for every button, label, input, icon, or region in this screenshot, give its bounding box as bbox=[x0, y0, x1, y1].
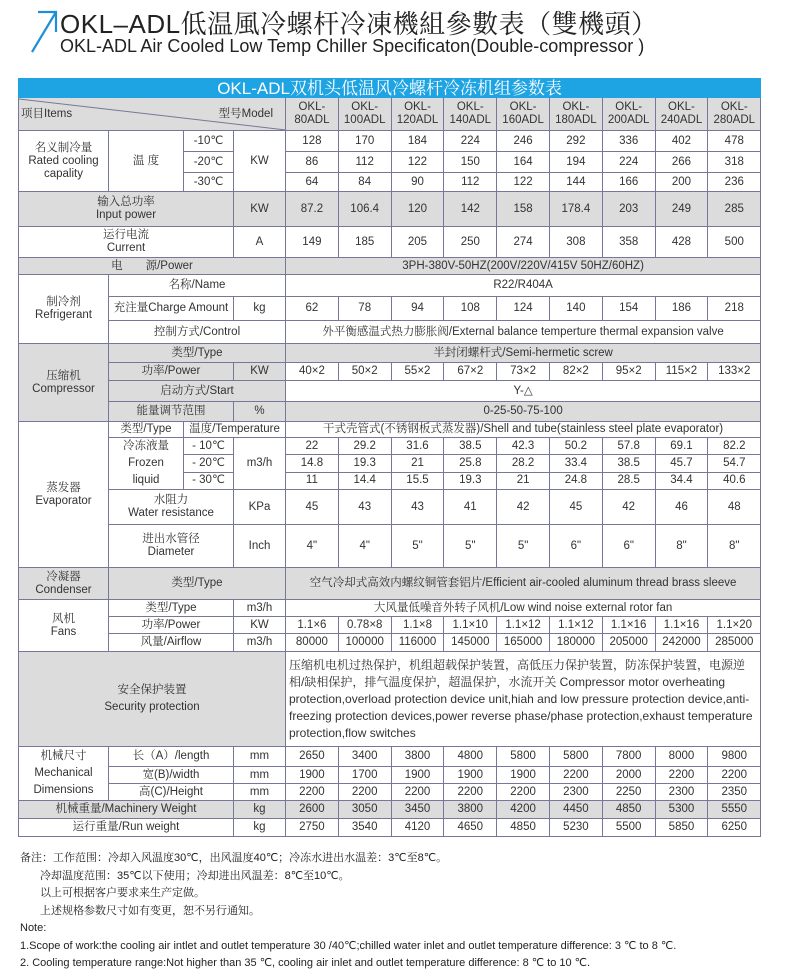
value-cell: 21 bbox=[391, 455, 444, 472]
model-label: 型号Model bbox=[218, 108, 273, 120]
value-cell: 7800 bbox=[602, 747, 655, 767]
security-label: 安全保护装置 Security protection bbox=[19, 652, 286, 747]
value-cell: 336 bbox=[602, 131, 655, 152]
value-cell: 133×2 bbox=[708, 363, 761, 381]
value-cell: 19.3 bbox=[444, 472, 497, 489]
note-cn-1: 备注：工作范围：冷却入风温度30℃，出风温度40℃；冷冻水进出水温差：3℃至8℃。 bbox=[20, 852, 448, 864]
compressor-power-unit: KW bbox=[234, 363, 286, 381]
compressor-type-label: 类型/Type bbox=[109, 344, 286, 363]
weight-unit: kg bbox=[234, 801, 286, 819]
energy-value: 0-25-50-75-100 bbox=[286, 402, 761, 422]
fan-type-value: 大风量低噪音外转子风机/Low wind noise external rotor fan bbox=[286, 600, 761, 617]
header-row bbox=[19, 98, 761, 131]
value-cell: 6250 bbox=[708, 819, 761, 837]
value-cell: 43 bbox=[338, 490, 391, 525]
temp-10: -10℃ bbox=[184, 131, 234, 152]
value-cell: 31.6 bbox=[391, 438, 444, 455]
value-cell: 15.5 bbox=[391, 472, 444, 489]
value-cell: 122 bbox=[391, 152, 444, 173]
compressor-label: 压缩机 Compressor bbox=[19, 344, 109, 422]
value-cell: 55×2 bbox=[391, 363, 444, 381]
value-cell: 4" bbox=[286, 525, 339, 568]
run-weight-unit: kg bbox=[234, 819, 286, 837]
charge-label: 充注量Charge Amount bbox=[109, 297, 234, 321]
value-cell: 11 bbox=[286, 472, 339, 489]
fan-power-label: 功率/Power bbox=[109, 617, 234, 634]
value-cell: 69.1 bbox=[655, 438, 708, 455]
model-header: OKL- 160ADL bbox=[497, 98, 550, 131]
value-cell: 50.2 bbox=[549, 438, 602, 455]
value-cell: 5" bbox=[444, 525, 497, 568]
value-cell: 87.2 bbox=[286, 192, 339, 227]
value-cell: 5550 bbox=[708, 801, 761, 819]
value-cell: 3540 bbox=[338, 819, 391, 837]
model-header: OKL- 180ADL bbox=[549, 98, 602, 131]
header-corner bbox=[19, 98, 286, 131]
value-cell: 86 bbox=[286, 152, 339, 173]
value-cell: 358 bbox=[602, 227, 655, 258]
value-cell: 144 bbox=[549, 173, 602, 192]
value-cell: 28.2 bbox=[497, 455, 550, 472]
value-cell: 57.8 bbox=[602, 438, 655, 455]
value-cell: 33.4 bbox=[549, 455, 602, 472]
value-cell: 200 bbox=[655, 173, 708, 192]
note-en-2: 2. Cooling temperature range:Not higher than 35 ℃, cooling air inlet and outlet temperature difference: 8 ℃ to 10 ℃. bbox=[20, 957, 591, 969]
control-value: 外平衡感温式热力膨胀阀/External balance temperture thermal expansion valve bbox=[286, 321, 761, 344]
length-unit: mm bbox=[234, 747, 286, 767]
refrigerant-label: 制冷剂 Refrigerant bbox=[19, 275, 109, 344]
value-cell: 1700 bbox=[338, 767, 391, 784]
length-label: 长（A）/length bbox=[109, 747, 234, 767]
weight-label: 机械重量/Machinery Weight bbox=[19, 801, 234, 819]
value-cell: 3050 bbox=[338, 801, 391, 819]
value-cell: 64 bbox=[286, 173, 339, 192]
value-cell: 21 bbox=[497, 472, 550, 489]
model-header: OKL- 140ADL bbox=[444, 98, 497, 131]
model-header: OKL- 200ADL bbox=[602, 98, 655, 131]
value-cell: 164 bbox=[497, 152, 550, 173]
value-cell: 2300 bbox=[549, 784, 602, 801]
value-cell: 5800 bbox=[549, 747, 602, 767]
value-cell: 5300 bbox=[655, 801, 708, 819]
value-cell: 28.5 bbox=[602, 472, 655, 489]
model-header: OKL- 240ADL bbox=[655, 98, 708, 131]
value-cell: 45 bbox=[286, 490, 339, 525]
start-label: 启动方式/Start bbox=[109, 381, 286, 402]
refrigerant-name-value: R22/R404A bbox=[286, 275, 761, 297]
security-value: 压缩机电机过热保护，机组超载保护装置，高低压力保护装置，防冻保护装置，电源逆相/缺相保护，排气温度保护，超温保护，水流开关 Compressor motor overheating protection,overload protection device unit,hiah and low pressure protection device,anti-freezing protection devices,power reverse phase/phase protection,exhaust temperature protection,flow switches bbox=[286, 652, 761, 747]
value-cell: 5" bbox=[497, 525, 550, 568]
value-cell: 112 bbox=[444, 173, 497, 192]
value-cell: 42.3 bbox=[497, 438, 550, 455]
value-cell: 224 bbox=[444, 131, 497, 152]
value-cell: 236 bbox=[708, 173, 761, 192]
value-cell: 428 bbox=[655, 227, 708, 258]
value-cell: 205000 bbox=[602, 634, 655, 652]
condenser-type-label: 类型/Type bbox=[109, 568, 286, 600]
value-cell: 80000 bbox=[286, 634, 339, 652]
fan-power-unit: KW bbox=[234, 617, 286, 634]
value-cell: 285 bbox=[708, 192, 761, 227]
value-cell: 2350 bbox=[708, 784, 761, 801]
temp-20: -20℃ bbox=[184, 152, 234, 173]
value-cell: 3400 bbox=[338, 747, 391, 767]
value-cell: 4450 bbox=[549, 801, 602, 819]
model-header: OKL- 80ADL bbox=[286, 98, 339, 131]
value-cell: 242000 bbox=[655, 634, 708, 652]
current-unit: A bbox=[234, 227, 286, 258]
value-cell: 50×2 bbox=[338, 363, 391, 381]
value-cell: 0.78×8 bbox=[338, 617, 391, 634]
model-header: OKL- 280ADL bbox=[708, 98, 761, 131]
model-header: OKL- 100ADL bbox=[338, 98, 391, 131]
value-cell: 78 bbox=[338, 297, 391, 321]
value-cell: 205 bbox=[391, 227, 444, 258]
fan-type-label: 类型/Type bbox=[109, 600, 234, 617]
temp-label: 温 度 bbox=[109, 131, 184, 192]
value-cell: 180000 bbox=[549, 634, 602, 652]
value-cell: 24.8 bbox=[549, 472, 602, 489]
charge-unit: kg bbox=[234, 297, 286, 321]
value-cell: 2300 bbox=[655, 784, 708, 801]
note-cn-3: 以上可根据客户要求来生产定做。 bbox=[40, 887, 205, 899]
value-cell: 100000 bbox=[338, 634, 391, 652]
value-cell: 112 bbox=[338, 152, 391, 173]
notes bbox=[20, 850, 676, 973]
water-resistance-unit: KPa bbox=[234, 490, 286, 525]
value-cell: 5500 bbox=[602, 819, 655, 837]
value-cell: 402 bbox=[655, 131, 708, 152]
value-cell: 2200 bbox=[444, 784, 497, 801]
value-cell: 2200 bbox=[286, 784, 339, 801]
fans-label: 风机 Fans bbox=[19, 600, 109, 652]
value-cell: 48 bbox=[708, 490, 761, 525]
value-cell: 84 bbox=[338, 173, 391, 192]
value-cell: 170 bbox=[338, 131, 391, 152]
value-cell: 6" bbox=[602, 525, 655, 568]
value-cell: 165000 bbox=[497, 634, 550, 652]
value-cell: 1.1×16 bbox=[602, 617, 655, 634]
value-cell: 292 bbox=[549, 131, 602, 152]
value-cell: 14.4 bbox=[338, 472, 391, 489]
evap-type-label: 类型/Type bbox=[109, 422, 184, 438]
value-cell: 4200 bbox=[497, 801, 550, 819]
value-cell: 45.7 bbox=[655, 455, 708, 472]
current-label: 运行电流 Current bbox=[19, 227, 234, 258]
value-cell: 4850 bbox=[497, 819, 550, 837]
value-cell: 128 bbox=[286, 131, 339, 152]
value-cell: 4120 bbox=[391, 819, 444, 837]
value-cell: 140 bbox=[549, 297, 602, 321]
value-cell: 22 bbox=[286, 438, 339, 455]
value-cell: 40.6 bbox=[708, 472, 761, 489]
value-cell: 1900 bbox=[286, 767, 339, 784]
note-en-1: 1.Scope of work:the cooling air intlet and outlet temperature 30 /40℃;chilled water inlet and outlet temperature difference: 3 ℃ to 8 ℃. bbox=[20, 939, 677, 952]
value-cell: 9800 bbox=[708, 747, 761, 767]
energy-label: 能量调节范围 bbox=[109, 402, 234, 422]
value-cell: 203 bbox=[602, 192, 655, 227]
value-cell: 2200 bbox=[338, 784, 391, 801]
value-cell: 67×2 bbox=[444, 363, 497, 381]
value-cell: 3800 bbox=[444, 801, 497, 819]
condenser-label: 冷凝器 Condenser bbox=[19, 568, 109, 600]
value-cell: 34.4 bbox=[655, 472, 708, 489]
compressor-power-label: 功率/Power bbox=[109, 363, 234, 381]
evap-temp-label: 温度/Temperature bbox=[184, 422, 286, 438]
value-cell: 41 bbox=[444, 490, 497, 525]
power-supply-label: 电 源/Power bbox=[19, 258, 286, 275]
value-cell: 1900 bbox=[497, 767, 550, 784]
value-cell: 54.7 bbox=[708, 455, 761, 472]
value-cell: 4800 bbox=[444, 747, 497, 767]
value-cell: 5" bbox=[391, 525, 444, 568]
value-cell: 82×2 bbox=[549, 363, 602, 381]
value-cell: 1900 bbox=[391, 767, 444, 784]
energy-unit: % bbox=[234, 402, 286, 422]
value-cell: 285000 bbox=[708, 634, 761, 652]
value-cell: 6" bbox=[549, 525, 602, 568]
value-cell: 194 bbox=[549, 152, 602, 173]
note-cn-4: 上述规格参数尺寸如有变更，恕不另行通知。 bbox=[40, 904, 260, 917]
width-unit: mm bbox=[234, 767, 286, 784]
value-cell: 4650 bbox=[444, 819, 497, 837]
mechanical-label: 机械尺寸 Mechanical Dimensions bbox=[19, 747, 109, 801]
evaporator-label: 蒸发器 Evaporator bbox=[19, 422, 109, 568]
value-cell: 266 bbox=[655, 152, 708, 173]
value-cell: 145000 bbox=[444, 634, 497, 652]
value-cell: 2200 bbox=[497, 784, 550, 801]
value-cell: 122 bbox=[497, 173, 550, 192]
value-cell: 250 bbox=[444, 227, 497, 258]
frozen-temp-10: - 10℃ bbox=[184, 438, 234, 455]
value-cell: 115×2 bbox=[655, 363, 708, 381]
value-cell: 184 bbox=[391, 131, 444, 152]
value-cell: 142 bbox=[444, 192, 497, 227]
value-cell: 2650 bbox=[286, 747, 339, 767]
value-cell: 2000 bbox=[602, 767, 655, 784]
value-cell: 43 bbox=[391, 490, 444, 525]
page-title-en: OKL-ADL Air Cooled Low Temp Chiller Specificaton(Double-compressor ) bbox=[60, 36, 645, 56]
cooling-label: 名义制冷量 Rated cooling capality bbox=[19, 131, 109, 192]
condenser-type-value: 空气冷却式高效内螺纹铜管套铝片/Efficient air-cooled aluminum thread brass sleeve bbox=[286, 568, 761, 600]
value-cell: 124 bbox=[497, 297, 550, 321]
value-cell: 166 bbox=[602, 173, 655, 192]
value-cell: 120 bbox=[391, 192, 444, 227]
input-power-label: 输入总功率 Input power bbox=[19, 192, 234, 227]
power-supply-value: 3PH-380V-50HZ(200V/220V/415V 50HZ/60HZ) bbox=[286, 258, 761, 275]
value-cell: 246 bbox=[497, 131, 550, 152]
value-cell: 5850 bbox=[655, 819, 708, 837]
frozen-unit: m3/h bbox=[234, 438, 286, 490]
cooling-unit: KW bbox=[234, 131, 286, 192]
value-cell: 19.3 bbox=[338, 455, 391, 472]
value-cell: 2750 bbox=[286, 819, 339, 837]
value-cell: 308 bbox=[549, 227, 602, 258]
temp-30: -30℃ bbox=[184, 173, 234, 192]
water-resistance-label: 水阻力 Water resistance bbox=[109, 490, 234, 525]
value-cell: 224 bbox=[602, 152, 655, 173]
value-cell: 108 bbox=[444, 297, 497, 321]
value-cell: 46 bbox=[655, 490, 708, 525]
value-cell: 62 bbox=[286, 297, 339, 321]
value-cell: 154 bbox=[602, 297, 655, 321]
value-cell: 5230 bbox=[549, 819, 602, 837]
height-unit: mm bbox=[234, 784, 286, 801]
value-cell: 1.1×12 bbox=[497, 617, 550, 634]
value-cell: 5800 bbox=[497, 747, 550, 767]
value-cell: 3800 bbox=[391, 747, 444, 767]
value-cell: 1.1×20 bbox=[708, 617, 761, 634]
fan-type-unit: m3/h bbox=[234, 600, 286, 617]
value-cell: 1.1×10 bbox=[444, 617, 497, 634]
value-cell: 4" bbox=[338, 525, 391, 568]
airflow-label: 风量/Airflow bbox=[109, 634, 234, 652]
page-title-cn: OKL–ADL低温風冷螺杆冷凍機組參數表（雙機頭） bbox=[60, 9, 658, 39]
frozen-temp-20: - 20℃ bbox=[184, 455, 234, 472]
value-cell: 178.4 bbox=[549, 192, 602, 227]
value-cell: 14.8 bbox=[286, 455, 339, 472]
value-cell: 186 bbox=[655, 297, 708, 321]
value-cell: 38.5 bbox=[602, 455, 655, 472]
spec-table bbox=[18, 78, 761, 837]
value-cell: 1.1×16 bbox=[655, 617, 708, 634]
start-value: Y-△ bbox=[286, 381, 761, 402]
value-cell: 218 bbox=[708, 297, 761, 321]
value-cell: 8" bbox=[708, 525, 761, 568]
value-cell: 29.2 bbox=[338, 438, 391, 455]
airflow-unit: m3/h bbox=[234, 634, 286, 652]
value-cell: 2200 bbox=[655, 767, 708, 784]
value-cell: 95×2 bbox=[602, 363, 655, 381]
note-cn-2: 冷却温度范围：35℃以下使用；冷却进出风温差：8℃至10℃。 bbox=[40, 869, 350, 882]
value-cell: 318 bbox=[708, 152, 761, 173]
value-cell: 25.8 bbox=[444, 455, 497, 472]
value-cell: 2250 bbox=[602, 784, 655, 801]
value-cell: 478 bbox=[708, 131, 761, 152]
value-cell: 3450 bbox=[391, 801, 444, 819]
value-cell: 45 bbox=[549, 490, 602, 525]
run-weight-label: 运行重量/Run weight bbox=[19, 819, 234, 837]
note-en-title: Note: bbox=[20, 922, 47, 934]
diameter-label: 进出水管径 Diameter bbox=[109, 525, 234, 568]
value-cell: 149 bbox=[286, 227, 339, 258]
arrow-logo-icon bbox=[30, 8, 60, 54]
table-title: OKL-ADL双机头低温风冷螺杆冷冻机组参数表 bbox=[19, 79, 761, 98]
frozen-temp-30: - 30℃ bbox=[184, 472, 234, 489]
value-cell: 2200 bbox=[708, 767, 761, 784]
value-cell: 8" bbox=[655, 525, 708, 568]
value-cell: 82.2 bbox=[708, 438, 761, 455]
model-header: OKL- 120ADL bbox=[391, 98, 444, 131]
value-cell: 249 bbox=[655, 192, 708, 227]
value-cell: 106.4 bbox=[338, 192, 391, 227]
value-cell: 500 bbox=[708, 227, 761, 258]
input-power-unit: KW bbox=[234, 192, 286, 227]
value-cell: 2200 bbox=[391, 784, 444, 801]
value-cell: 1.1×6 bbox=[286, 617, 339, 634]
value-cell: 73×2 bbox=[497, 363, 550, 381]
value-cell: 150 bbox=[444, 152, 497, 173]
value-cell: 42 bbox=[497, 490, 550, 525]
value-cell: 40×2 bbox=[286, 363, 339, 381]
value-cell: 2200 bbox=[549, 767, 602, 784]
value-cell: 42 bbox=[602, 490, 655, 525]
height-label: 高(C)/Height bbox=[109, 784, 234, 801]
evap-type-value: 干式壳管式(不锈钢板式蒸发器)/Shell and tube(stainless steel plate evaporator) bbox=[286, 422, 761, 438]
diameter-unit: Inch bbox=[234, 525, 286, 568]
value-cell: 38.5 bbox=[444, 438, 497, 455]
value-cell: 94 bbox=[391, 297, 444, 321]
value-cell: 1.1×12 bbox=[549, 617, 602, 634]
items-label: 项目Items bbox=[21, 108, 73, 120]
value-cell: 8000 bbox=[655, 747, 708, 767]
value-cell: 158 bbox=[497, 192, 550, 227]
value-cell: 274 bbox=[497, 227, 550, 258]
refrigerant-name-label: 名称/Name bbox=[109, 275, 286, 297]
value-cell: 90 bbox=[391, 173, 444, 192]
value-cell: 1.1×8 bbox=[391, 617, 444, 634]
value-cell: 116000 bbox=[391, 634, 444, 652]
width-label: 宽(B)/width bbox=[109, 767, 234, 784]
value-cell: 1900 bbox=[444, 767, 497, 784]
value-cell: 2600 bbox=[286, 801, 339, 819]
compressor-type-value: 半封闭螺杆式/Semi-hermetic screw bbox=[286, 344, 761, 363]
value-cell: 4850 bbox=[602, 801, 655, 819]
control-label: 控制方式/Control bbox=[109, 321, 286, 344]
value-cell: 185 bbox=[338, 227, 391, 258]
frozen-label: 冷冻液量 Frozen liquid bbox=[109, 438, 184, 490]
